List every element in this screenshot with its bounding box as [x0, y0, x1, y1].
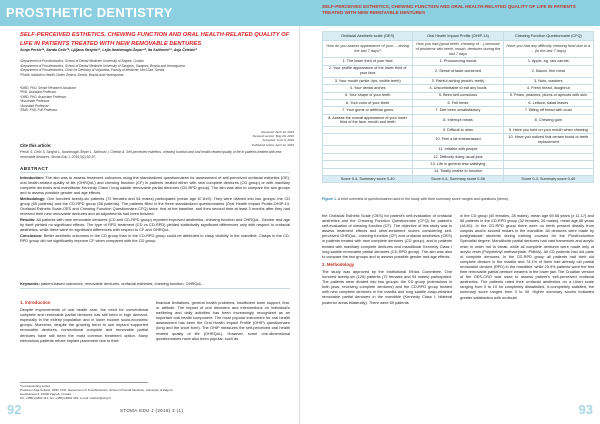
abstract-methodology: Methodology: One hundred twenty-six patients (72 females and 54 males) participated (mean age 67.8±9). They were divided into two groups: the CD group (69 patients) and the CD-RPD group (58 patients). The patients filled in the three standardized questionnaires (Oral Health Impact Profile-OHIP-14, Orofacial Esthetic Scale-OES and Chewing Function Questionnaire-CFQ) twice, first at the baseline, and then second time at least 3 months after they had received their new removable dentures and all adjustments had been finished. [20, 195, 290, 217]
table-cell: 2. Sense of taste worsened [413, 65, 503, 77]
table-score-cell: Score 0-4, Summary score 0-40 [503, 176, 593, 183]
table-cell: 3. Your mouth (smile, lips, visible teeth) [323, 77, 413, 84]
author-role: ᵉAssistant Professor [20, 103, 49, 108]
table-cell: 10. Feel a bit embarrassed [413, 134, 503, 146]
abstract-introduction: Introduction: The aim was to assess treatment outcomes using the standardized questionnaires for assessment of self-perceived orofacial esthetics (OE), oral health-related quality of life (OHRQoL) and chewing function (CF) in patients treated either with new complete dentures (CD group) or with maxillary complete dentures and mandibular Kennedy Class I long saddle removable partial dentures (CD-RPD group). The aim was also to compare the two groups and to assess possible gender and age effects. [20, 175, 290, 196]
table-row [323, 99, 594, 106]
table-cell: 5. Pears, peaches, plums or apricots with skin [503, 92, 593, 99]
footnote-line: Gundulićeva 5, 10000 Zagreb, Croatia [20, 392, 71, 396]
accepted-date: Accepted: June 9, 2016 [262, 138, 294, 143]
table-cell: 4. Your dental arches [323, 85, 413, 92]
keywords [20, 281, 290, 289]
figure-label: Figure 1. [322, 197, 337, 201]
table-cell: 9. Difficult to relax [413, 126, 503, 133]
author-role: ᵇPhD, Assistant Professor [20, 90, 57, 95]
table-row [323, 92, 594, 99]
table-cell [503, 146, 593, 153]
table-cell: 2. Bacon, firm meat [503, 65, 593, 77]
table-cell [323, 161, 413, 168]
table-row [323, 168, 594, 175]
table-row [323, 146, 594, 153]
footer-journal-name: STOMA.EDU J (2016) 3 (1) [120, 408, 184, 413]
table-cell: 14. Totally unable to function [413, 168, 503, 175]
table-row [323, 153, 594, 160]
keywords-text: patient-based outcomes, removable dentures, orofacial esthetics, chewing function, OHRQoL. [40, 281, 203, 286]
author-roles [20, 86, 140, 112]
table-cell: 4. Uncomfortable to eat any foods [413, 85, 503, 92]
table-score-cell: Score 0-4, Summary score 0-56 [413, 176, 503, 183]
intro-column-right: financial limitations, general health problems, insufficient bone support, fear, or attitude. The impact of oral disorders and interventions on individual's wellbeing and daily activities has been increasingly recognized as an important oral health component. The most popular instrument for oral health assessment has been the Oral Health Impact Profile (OHIP) questionnaire (long and the short form). The OHIP measures the self-perceived oral health related quality of life (OHRQoL). However, some one-dimensional questionnaires have also been popular, such as [156, 300, 290, 341]
section-title: PROSTHETIC DENTISTRY [6, 5, 173, 20]
cite-label: Cite this article: [20, 143, 52, 148]
figure-caption-text: A brief overview of questionnaires used in the study with their summary score ranges and questions (items). [337, 197, 509, 201]
corresponding-author-footnote [20, 382, 173, 400]
table-cell: 2. Your profile appearance of the lower third of your face [323, 65, 413, 77]
author-list: Sonja Peršić¹ᵃ, Sanda Ćelić²ᵇ, Ljiljana Strajnić³ᶜ, Lejla Ibrahimagić-Šeper⁴ᵈ, Ita Salihović⁵ᵉ, Asja Čelebić¹ᶠ [20, 48, 198, 52]
table-cell: 1. The lower third of your face [323, 58, 413, 65]
table-row [323, 85, 594, 92]
table-row [323, 107, 594, 114]
table-cell [503, 153, 593, 160]
methodology-heading: 2. Methodology [322, 261, 355, 267]
intro-heading: 1. Introduction [20, 300, 51, 305]
table-cell: 1. Pronouncing words [413, 58, 503, 65]
body-column-left [322, 213, 452, 305]
author-role: ᶠDMD, PhD, Full Professor [20, 108, 58, 113]
table-row [323, 58, 594, 65]
footnote-line: Professor Asja Čelebić, DMD, PhD, Department of Prosthodontics, School of Dental Medicine, University of Zagreb [20, 388, 173, 392]
footnote-line: Tel: +385(1)4802 111, fax: +385(1)4802 159, e-mail: celebic@sfzg.hr [20, 396, 112, 400]
table-row [323, 65, 594, 77]
right-page [300, 0, 600, 424]
table-cell: 7. Your gums or artificial gums [323, 107, 413, 114]
table-cell: 3. Painful aching (mouth, teeth) [413, 77, 503, 84]
table-cell: Have you had any difficulty chewing food due to a ... (in the last 7 days) [503, 41, 593, 58]
affiliation: ¹Department of Prosthodontics, School of Dental Medicine University of Zagreb, Croatia [20, 59, 144, 63]
table-score-row [323, 176, 594, 183]
author-role: ᵃDMD, PhD, Senior Research Assistant [20, 86, 76, 90]
running-header: SELF-PERCEIVED ESTHETICS, CHEWING FUNCTION AND ORAL HEALTH-RELATED QUALITY OF LIFE IN PATIENTS TREATED WITH NEW REMOVABLE DENTURES [322, 4, 576, 15]
table-cell [323, 126, 413, 133]
affiliations [20, 59, 200, 77]
affiliation: ⁴Public Institution Health Center Zenica, Zenica, Bosnia and Herzegovina [20, 72, 124, 77]
table-cell: 4. Fresh bread, doughnut [503, 85, 593, 92]
table-cell [503, 161, 593, 168]
table-cell: 8. Chewing gum [503, 114, 593, 126]
table-cell: 6. Lettuce, salad leaves [503, 99, 593, 106]
table-cell: 9. Have you held on your mouth when chewing [503, 126, 593, 133]
table-row [323, 161, 594, 168]
table-question-row [323, 41, 594, 58]
table-cell: 10. Have you noticed that certain foods or teeth replacement [503, 134, 593, 146]
citation: Peršić S, Ćelić S, Strajnić L, Ibrahimagić-Šeper L, Salihović I, Čelebić A. Self-perceived esthetics, chewing function and oral health-related quality of life in patients treated with new removable dentures. Stoma Edu J. 2016;3(1):92-97. [20, 150, 282, 159]
page-number-right: 93 [578, 402, 593, 417]
table-cell: 1. Apple, eg. raw carrots [503, 58, 593, 65]
table-cell: 6. Felt tense [413, 99, 503, 106]
published-date: Published online: April 12, 2016 [251, 142, 294, 147]
body-text-left: the Orofacial Esthetic Scale (OES) for patient's self-evaluation of orofacial aesthetics and the Chewing Function Questionnaire (CFQ) for patient's self-evaluation of chewing function (CF). The objective of this study was to assess treatment effects and other-treatment scores considering self-perceived OHRQoL, chewing function (CF) and orofacial aesthetics (OES) in patients treated with new complete dentures (CD group), and in patients treated with maxillary complete dentures and mandibular Kennedy Class I long saddle removable partial dentures (CD-RPD group). The aim was also to compare the two groups and to assess possible gender and age effects. [322, 213, 452, 259]
table-cell: How you had (good teeth, chewing of ...) because of problems with teeth, mouth, dentures during the last 7 days [413, 41, 503, 58]
table-cell: How do you assess appearance of your ... during the last 7 days? [323, 41, 413, 58]
table-header-ohip: Oral Health Impact Profile (OHIP-14) [413, 32, 503, 41]
table-score-cell: Score 0-4, Summary score 0-40 [323, 176, 413, 183]
running-header-bar [300, 0, 600, 26]
table-row [323, 134, 594, 146]
table-header-row [323, 32, 594, 41]
questionnaire-table [322, 31, 594, 183]
table-cell [323, 168, 413, 175]
table-cell: 3. Nuts, crackers [503, 77, 593, 84]
table-header-oes: Orofacial Aesthetic scale (OES) [323, 32, 413, 41]
journal-header-bar [0, 0, 300, 26]
table-cell [323, 146, 413, 153]
methodology-text: The study was approved by the Institutional Ethics Committee. One hundred twenty-six (126) patients (72 females and 54 males) participated. The patients were divided into two groups: the CD group (edentulous in both jaws, receiving complete dentures) and the CD-RPD group treated with new complete dentures in the maxilla and long saddle clasp-retained removable partial dentures in the mandible (Kennedy Class I, bilateral posterior areas bilaterally). There were 69 patients [322, 268, 452, 305]
table-cell [323, 153, 413, 160]
table-cell [323, 134, 413, 146]
page-number-left: 92 [7, 402, 22, 417]
intro-column-left [20, 300, 148, 343]
abstract-body [20, 175, 290, 243]
figure-caption [322, 197, 594, 202]
table-cell: 6. Your color of your teeth [323, 99, 413, 106]
table-cell: 8. Assess the overall appearance of your lower third of the face, mouth and teeth [323, 114, 413, 126]
table-cell: 7. Diet been unsatisfactory [413, 107, 503, 114]
table-cell: 11. Irritable with people [413, 146, 503, 153]
table-cell [503, 168, 593, 175]
intro-text-left: Despite improvements of oral health care, the need for conventional complete and removable partial dentures has still been in high demand, especially in the elderly population and in lower income socio-economic groups. Moreover, despite the growing trend to use implant supported removable dentures, conventional complete and removable partial dentures have still been the most common treatment option. Many edentulous patients refuse implant placement due to their [20, 307, 148, 343]
table-header-cfq: Chewing Function Questionnaire (CFQ) [503, 32, 593, 41]
table-row [323, 114, 594, 126]
affiliation: ²Department of Prosthodontics, School of Dental Medicine University of Sarajevo, Sarajevo, Bosnia and Herzegovina [20, 63, 185, 68]
article-title: SELF-PERCEIVED ESTHETICS, CHEWING FUNCTION AND ORAL HEALTH-RELATED QUALITY OF LIFE IN PATIENTS TREATED WITH NEW REMOVABLE DENTURES [20, 32, 290, 47]
author-role: ᶜDMD, PhD, Associate Professor [20, 94, 67, 99]
table-cell: 5. Your shape of your teeth [323, 92, 413, 99]
table-cell: 7. Biting off bread with crust [503, 107, 593, 114]
abstract-conclusion: Conclusion: Better aesthetic outcomes in the CD group than in the CD-RPD group could be attributed to clasp visibility in the mandible. Clasps in the CD-RPD group did not significantly improve CF when compared with the CD group. [20, 232, 290, 243]
footnote-line: *Corresponding author: [20, 384, 52, 388]
revised-date: Revised version: May 26, 2016 [252, 134, 294, 139]
table-cell: 13. Life in general less satisfying [413, 161, 503, 168]
keywords-label: Keywords: [20, 281, 40, 286]
affiliation: ³Department of Prosthodontics, Clinic for Dentistry of Vojvodina, Faculty of Medicine, Novi Sad, Serbia [20, 68, 165, 72]
table-row [323, 77, 594, 84]
article-dates [224, 130, 294, 147]
table-cell: 8. Interrupt meals [413, 114, 503, 126]
table-row [323, 126, 594, 133]
received-date: Received: April 10, 2016 [261, 130, 294, 134]
abstract-results: Results: All patients with new removable dentures (CD and CD-RPD group) reported improved aesthetics, chewing function and OHRQoL. Gender and age by itself yielded no significant effects. The type of RPD treatment (CD vs CD-RPD) yielded statistically significant differences only with respect to orofacial aesthetics, while there were no significant differences with respect to CF and OHRQoL. [20, 216, 290, 232]
body-column-right: in the CD group (40 females, 28 males), mean age 69.58 years (± 11.17) and 58 patients in the CD-RPD group (32 females, 26 males), mean age 66 years (±8.81). In the CD-RPD group there were no teeth present distally from cuspids and/or second molars in the mandible. All dentures were made by postgraduate students during training courses for the Prosthodontics Specialist degree. Mandibular partial dentures had cast framework and acrylic resin in order not to break, while all complete dentures were made only of acrylic resin (Polymethyl methacrylate, PMMA). All CD patients had old pairs of complete dentures. In the CD-RPD group all patients had their old complete denture in the maxilla and 74.1% of them had already old partial removable denture (RPD) in the mandible, while 25.9% patients were the first time removable partial denture wearers in the lower jaw. The Croatian version of the OES-CRO was used to assess patient's self-perceived orofacial aesthetics. The patients rated their orofacial aesthetics on a Likert scale ranging from 0 to 10 for completely dissatisfied, 0=completely satisfied, the summary score ranged from 0 to 40. Higher summary scores indicated greater satisfaction with orofacial [460, 213, 594, 300]
table-cell: 5. Been self-conscious [413, 92, 503, 99]
abstract-heading: ABSTRACT [20, 166, 290, 173]
author-role: ᵈAssociate Professor [20, 99, 50, 104]
table-cell: 12. Difficulty doing usual jobs [413, 153, 503, 160]
